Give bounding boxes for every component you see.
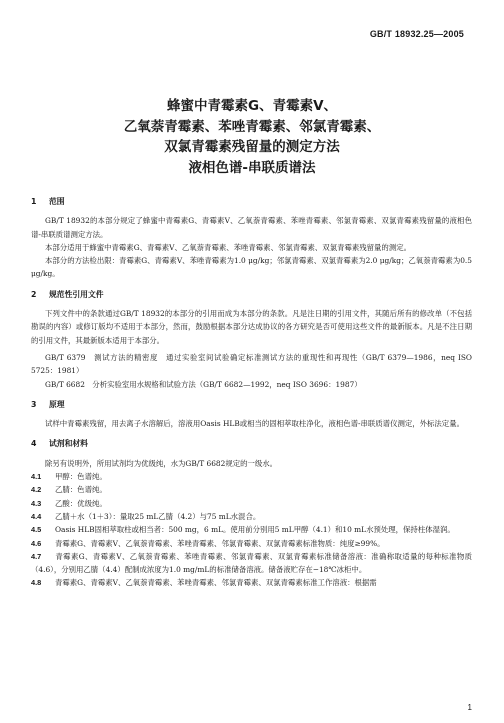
paragraph: 除另有说明外，所用试剂均为优级纯，水为GB/T 6682规定的一级水。 xyxy=(45,458,278,468)
title-line-4: 液相色谱-串联质谱法 xyxy=(188,159,316,176)
item-number: 4.4 xyxy=(31,511,42,521)
item-number: 4.5 xyxy=(31,525,42,535)
paragraph: GB/T 18932的本部分规定了蜂蜜中青霉素G、青霉素V、乙氧萘青霉素、苯唑青霉素、邻氯青霉素、双氯青霉素残留量的液相色谱-串联质谱测定方法。 xyxy=(31,216,472,239)
paragraph: 下列文件中的条款通过GB/T 18932的本部分的引用而成为本部分的条款。凡是注日期的引用文件，其随后所有的修改单（不包括勘误的内容）或修订版均不适用于本部分，然而，鼓励根据本部分达成协议的各方研究是否可使用这些文件的最新版本。凡是不注日期的引用文件，其最新版本适用于本部分。 xyxy=(31,309,472,345)
item-text: Oasis HLB固相萃取柱或相当者：500 mg，6 mL。使用前分别用5 mL甲醇（4.1）和10 mL水预处理，保持柱体湿润。 xyxy=(55,525,455,535)
section-title: 原理 xyxy=(49,399,65,409)
title-line-2: 乙氧萘青霉素、苯唑青霉素、邻氯青霉素、 xyxy=(123,118,381,135)
item-number: 4.2 xyxy=(31,485,42,495)
section-title: 试剂和材料 xyxy=(49,439,88,449)
section-number: 1 xyxy=(31,197,37,206)
page-number: 1 xyxy=(467,703,472,712)
section-2-heading xyxy=(31,288,472,301)
list-item xyxy=(31,483,472,496)
section-number: 4 xyxy=(31,439,37,449)
section-title: 范围 xyxy=(49,197,65,206)
list-item xyxy=(31,470,472,483)
item-number: 4.3 xyxy=(31,498,42,508)
section-1-heading xyxy=(31,195,472,208)
item-number: 4.1 xyxy=(31,472,42,482)
document-body xyxy=(31,195,472,590)
list-item xyxy=(31,576,472,589)
item-text: 乙腈：色谱纯。 xyxy=(55,485,107,495)
standard-number: GB/T 18932.25—2005 xyxy=(369,29,464,39)
item-text: 乙腈＋水（1＋3）：量取25 mL乙腈（4.2）与75 mL水混合。 xyxy=(55,511,261,521)
item-text: 青霉素G、青霉素V、乙氧萘青霉素、苯唑青霉素、邻氯青霉素、双氯青霉素标准工作溶液：根据需 xyxy=(55,578,377,588)
section-4-heading xyxy=(31,437,472,450)
title-line-1: 蜂蜜中青霉素G、青霉素V、 xyxy=(166,98,338,114)
list-item xyxy=(31,497,472,510)
list-item xyxy=(31,523,472,536)
paragraph: 试样中青霉素残留，用去离子水溶解后，溶液用Oasis HLB或相当的固相萃取柱净化，液相色谱-串联质谱仪测定，外标法定量。 xyxy=(45,419,464,429)
section-number: 2 xyxy=(31,289,37,299)
paragraph: 本部分的方法检出限：青霉素G、青霉素V、苯唑青霉素为1.0 μg/kg；邻氯青霉素、双氯青霉素为2.0 μg/kg；乙氧萘青霉素为0.5 μg/kg。 xyxy=(31,256,472,279)
list-item xyxy=(31,537,472,550)
normative-reference: GB/T 6379 测试方法的精密度 通过实验室间试验确定标准测试方法的重现性和再现性（GB/T 6379—1986，neq ISO 5725：1981） xyxy=(31,352,472,376)
section-number: 3 xyxy=(31,399,37,409)
item-number: 4.8 xyxy=(31,578,42,588)
item-text: 甲醇：色谱纯。 xyxy=(55,472,107,482)
title-line-3: 双氯青霉素残留量的测定方法 xyxy=(164,139,340,155)
list-item xyxy=(31,510,472,523)
section-3-heading xyxy=(31,398,472,411)
item-number: 4.6 xyxy=(31,538,42,548)
list-item xyxy=(31,550,472,577)
item-text: 青霉素G、青霉素V、乙氧萘青霉素、苯唑青霉素、邻氯青霉素、双氯青霉素标准物质：纯度≥99%。 xyxy=(55,538,385,548)
item-text: 乙酸：优级纯。 xyxy=(55,498,107,508)
document-title xyxy=(0,96,504,178)
section-title: 规范性引用文件 xyxy=(49,289,104,299)
item-text: 青霉素G、青霉素V、乙氧萘青霉素、苯唑青霉素、邻氯青霉素、双氯青霉素标准储备溶液：准确称取适量的每种标准物质（4.6），分别用乙腈（4.4）配制成浓度为1.0 mg/mL的标准储备溶液。储备液贮存在−18℃冰柜中。 xyxy=(31,551,472,575)
paragraph: 本部分适用于蜂蜜中青霉素G、青霉素V、乙氧萘青霉素、苯唑青霉素、邻氯青霉素、双氯青霉素残留量的测定。 xyxy=(45,242,411,252)
normative-reference: GB/T 6682 分析实验室用水规格和试验方法（GB/T 6682—1992，neq ISO 3696：1987） xyxy=(45,379,362,389)
item-number: 4.7 xyxy=(31,551,42,561)
